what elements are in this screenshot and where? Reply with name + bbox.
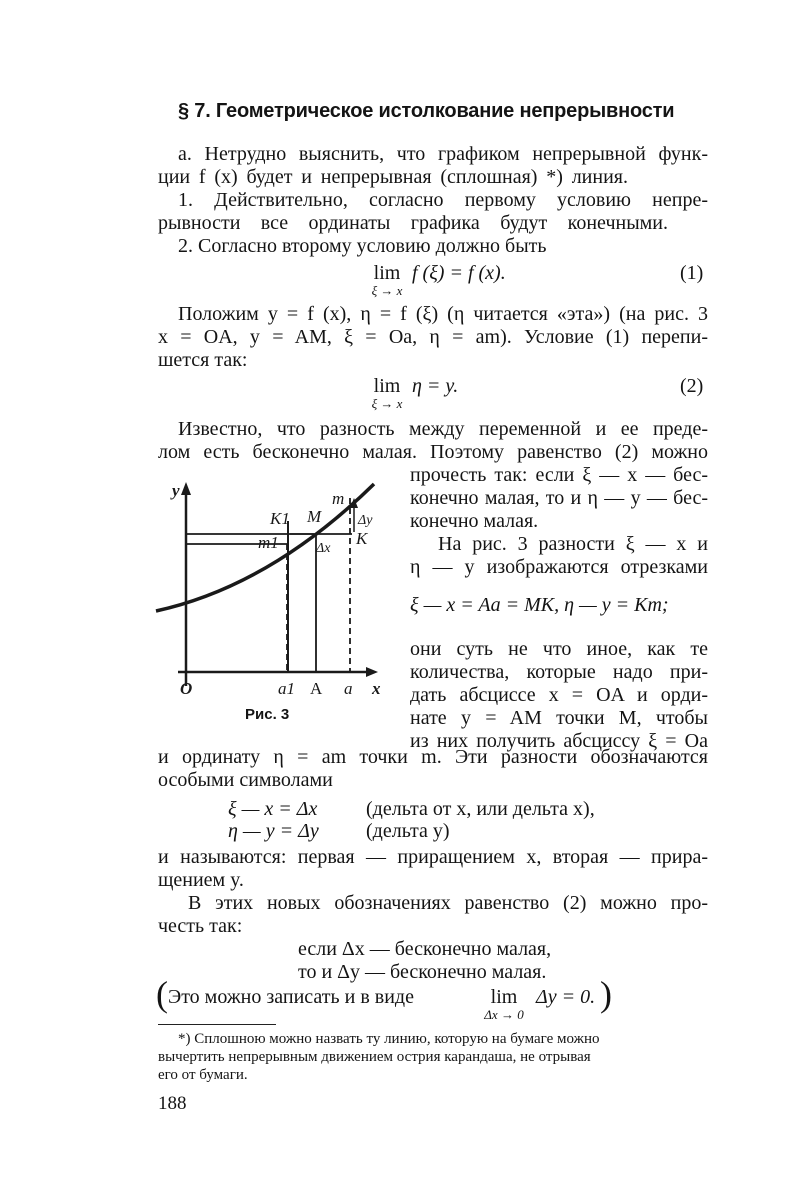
para-new-line-2: честь так: [158,915,243,937]
right-col-line-7: количества, которые надо при- [410,661,708,683]
label-m1: m1 [258,533,279,552]
para-put-line-3: шется так: [158,349,248,371]
label-a1: a1 [278,679,295,698]
label-K: K [356,529,368,548]
right-col-line-5: η — y изображаются отрезками [410,556,708,578]
last-text: Это можно записать и в виде [168,986,414,1008]
para-known-line-1: Известно, что разность между переменной и ее преде- [178,418,708,440]
centered-line-1: если Δx — бесконечно малая, [298,938,552,960]
para-a-line-1: а. Нетрудно выяснить, что графиком непрерывной функ- [178,143,708,165]
last-limit [478,986,530,1022]
footnote-line-3: его от бумаги. [158,1067,248,1083]
def-row-2-left: η — y = Δy [228,820,319,842]
label-a: a [344,679,353,698]
eq2-limit [368,375,406,411]
right-col-line-2: конечно малая, то и η — y — бес- [410,487,708,509]
eq1-lim-sub: ξ → x [371,283,403,298]
para-ord-line-2: особыми символами [158,769,333,791]
right-col-line-6: они суть не что иное, как те [410,638,708,660]
last-lim-sub: Δx → 0 [484,1007,524,1022]
right-col-line-10: из них получить абсциссу ξ = Oa [410,730,708,752]
para-new-line-1: В этих новых обозначениях равенство (2) можно про- [188,892,708,914]
footnote-line-2: вычертить непрерывным движением острия карандаша, не отрывая [158,1049,591,1065]
eq1-body: f (ξ) = f (x). [412,262,506,284]
item-1-line-1: 1. Действительно, согласно первому условию непре- [178,189,708,211]
open-paren: ( [156,974,168,1014]
item-1-line-2: рывности все ординаты графика будут конечными. [158,212,668,234]
label-x-axis: x [372,679,381,698]
eq2-number: (2) [680,375,704,397]
label-dy: Δy [358,513,373,528]
para-called-line-1: и называются: первая — приращением x, вторая — прира- [158,846,708,868]
last-lim-word: lim [490,986,518,1008]
right-col-line-4: На рис. 3 разности ξ — x и [438,533,708,555]
eq2-lim-word: lim [373,375,401,397]
y-axis-arrow [181,482,191,495]
def-row-1-right: (дельта от x, или дельта x), [366,798,595,820]
label-y-axis: y [172,481,180,500]
right-col-formula: ξ — x = Aa = MK, η — y = Km; [410,594,669,616]
figure-caption: Рис. 3 [245,706,290,723]
footnote-line-1: *) Сплошною можно назвать ту линию, которую на бумаге можно [178,1031,600,1047]
eq2-lim-sub: ξ → x [371,396,403,411]
eq2-body: η = y. [412,375,459,397]
def-row-2-right: (дельта y) [366,820,450,842]
eq1-number: (1) [680,262,704,284]
close-paren: ) [600,974,612,1014]
label-K1: K1 [270,509,290,528]
section-title: § 7. Геометрическое истолкование непрерывности [178,100,675,122]
last-body: Δy = 0. [536,986,596,1008]
label-M: M [307,507,322,526]
para-ord-line-1: и ординату η = am точки m. Эти разности обозначаются [158,746,708,768]
centered-line-2: то и Δy — бесконечно малая. [298,961,547,983]
item-2-line-1: 2. Согласно второму условию должно быть [178,235,547,257]
right-col-line-9: нате y = AM точки M, чтобы [410,707,708,729]
para-put-line-2: x = OA, y = AM, ξ = Oa, η = am). Условие (1) перепи- [158,326,708,348]
figure-3 [150,478,390,703]
para-known-line-2: лом есть бесконечно малая. Поэтому равенство (2) можно [158,441,708,463]
def-row-1-left: ξ — x = Δx [228,798,318,820]
para-put-line-1: Положим y = f (x), η = f (ξ) (η читается «эта») (на рис. 3 [178,303,708,325]
right-col-line-3: конечно малая. [410,510,539,532]
label-dx: Δx [316,541,331,556]
right-col-line-8: дать абсциссе x = OA и орди- [410,684,708,706]
label-A: A [310,679,323,698]
eq1-lim-word: lim [373,262,401,284]
x-axis-arrow [366,667,378,677]
eq1-limit [368,262,406,298]
para-a-line-2: ции f (x) будет и непрерывная (сплошная) *) линия. [158,166,628,188]
para-called-line-2: щением y. [158,869,244,891]
page-number: 188 [158,1093,187,1114]
label-origin: O [180,679,193,698]
right-col-line-1: прочесть так: если ξ — x — бес- [410,464,708,486]
footnote-rule [158,1024,276,1025]
label-m: m [332,489,345,508]
